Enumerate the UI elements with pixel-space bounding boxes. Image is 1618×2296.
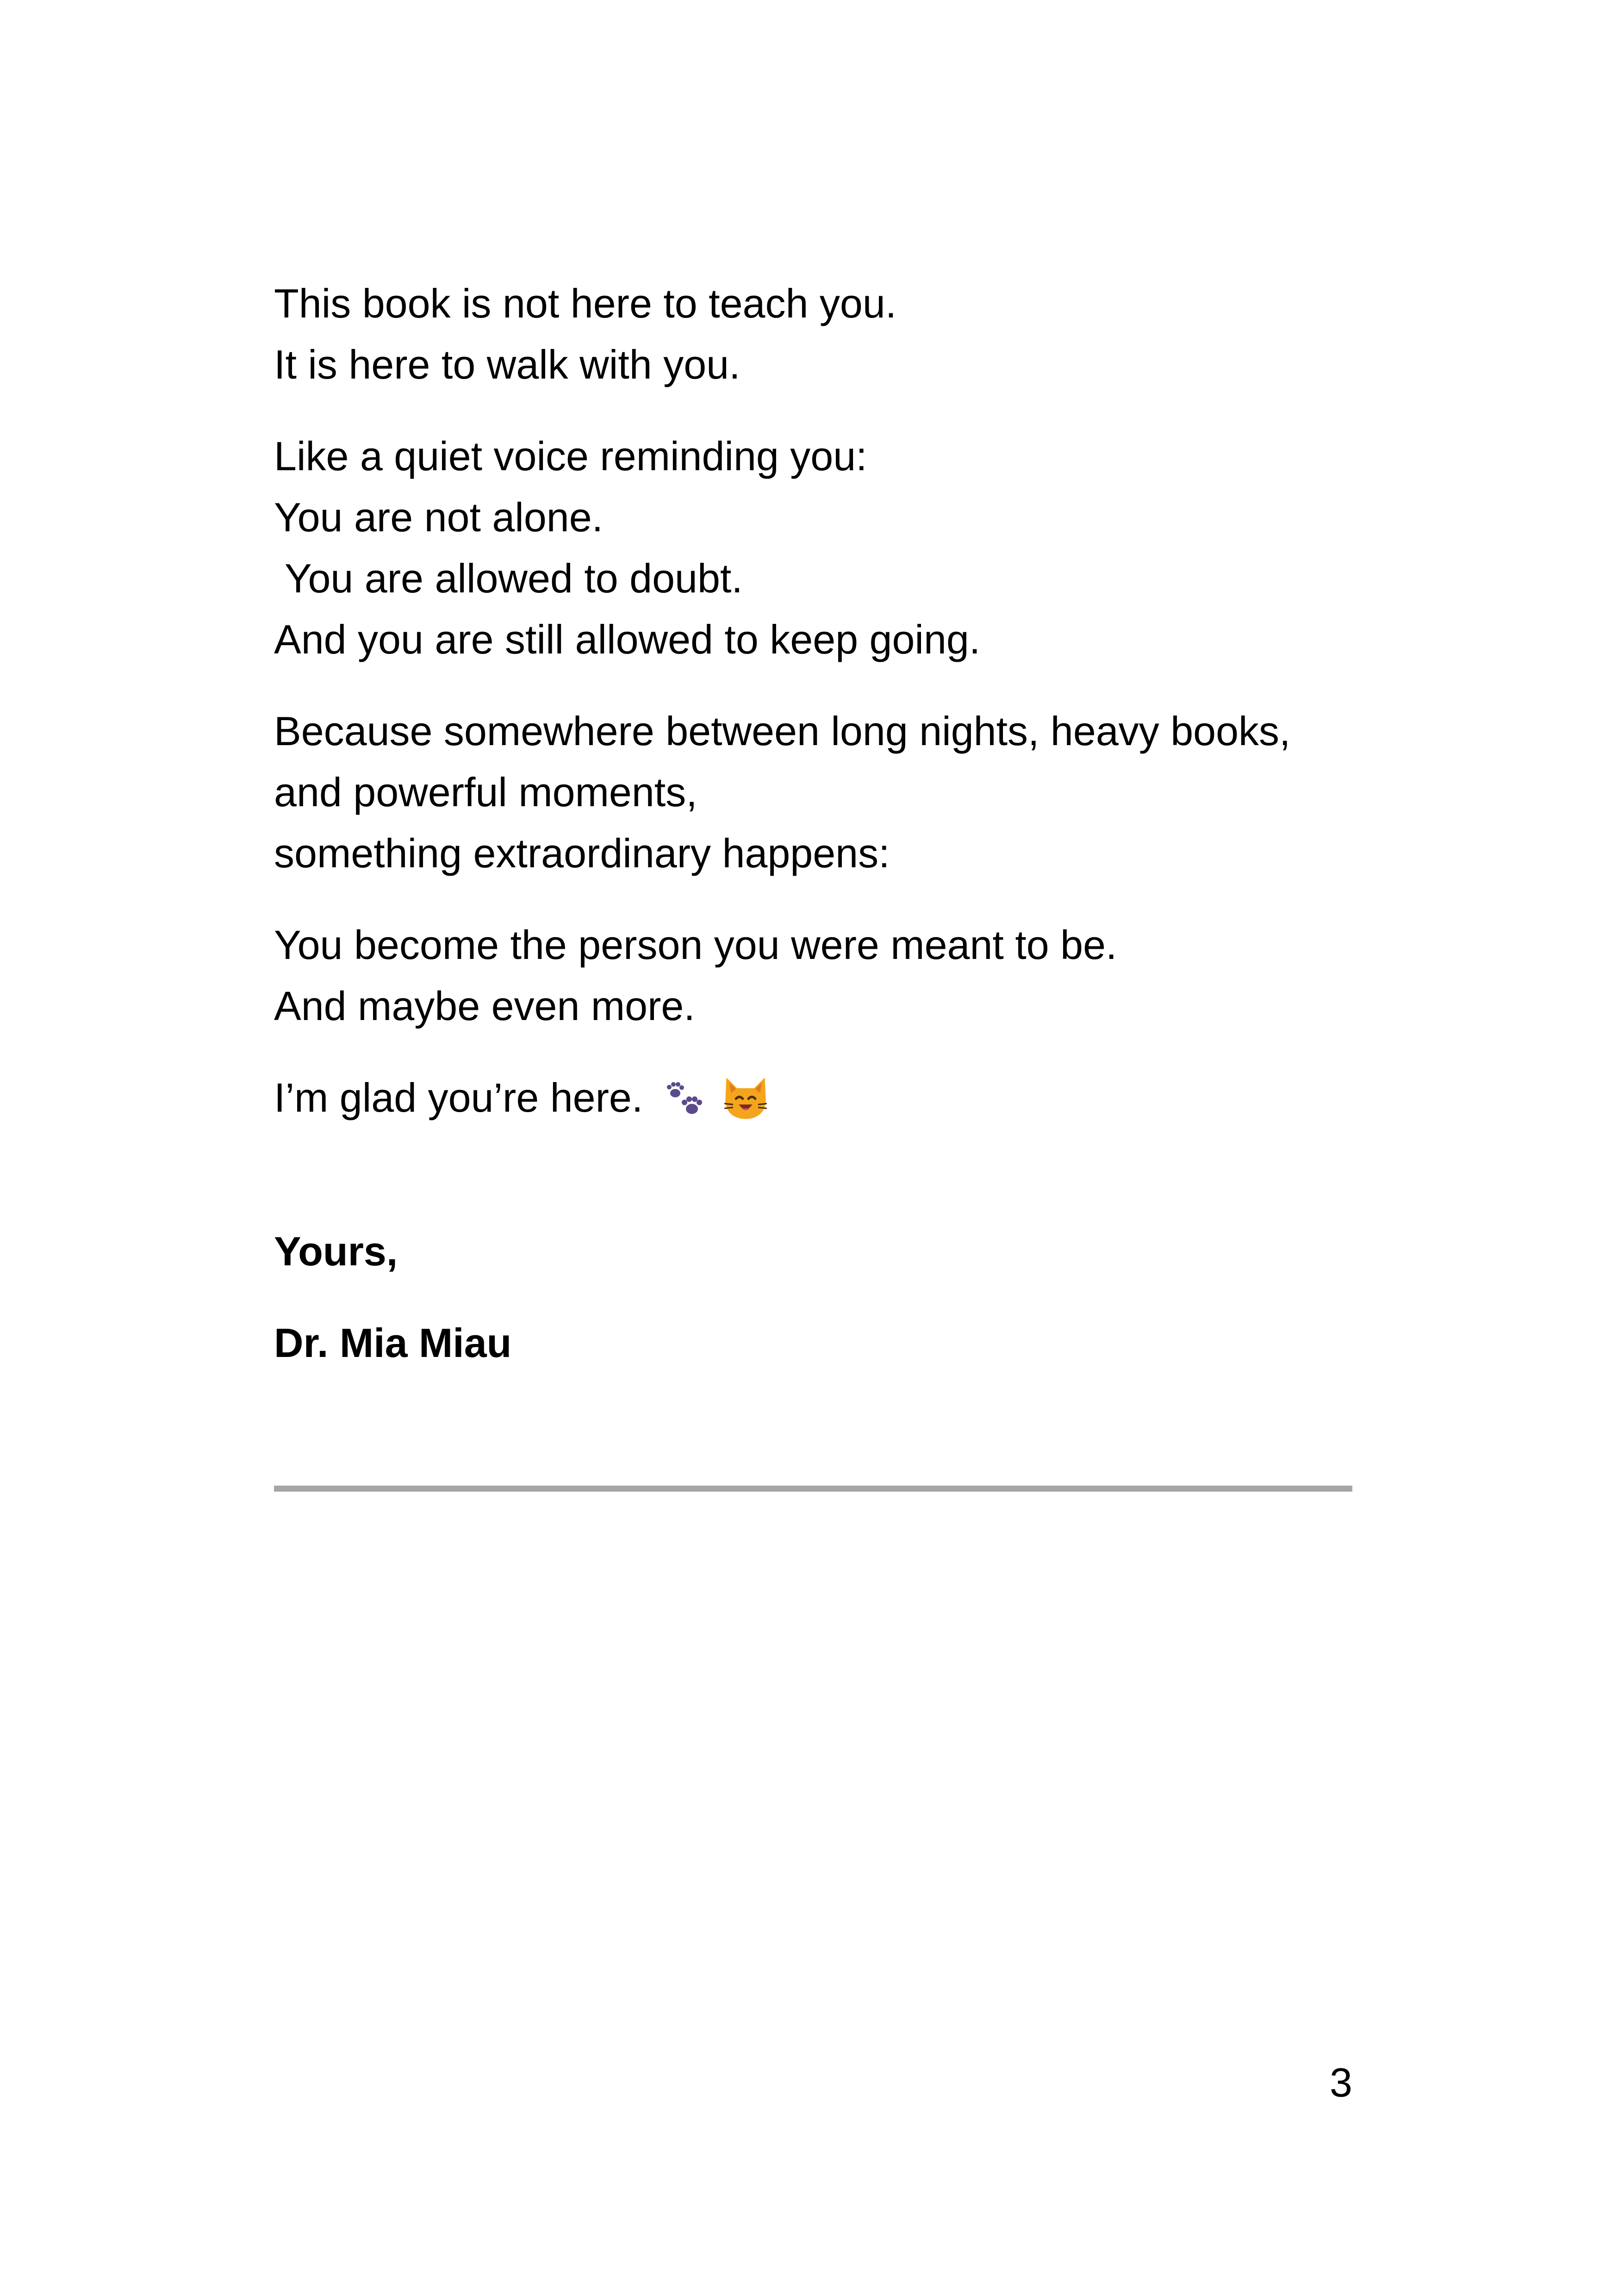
signoff: Yours, (274, 1228, 398, 1274)
text-line: You become the person you were meant to be. (274, 922, 1117, 968)
closing-line (274, 1067, 1352, 1128)
closing-icons (661, 1074, 770, 1122)
text-line: You are not alone. (274, 494, 604, 540)
author-name: Dr. Mia Miau (274, 1320, 512, 1366)
text-line: It is here to walk with you. (274, 342, 741, 387)
text-line: And you are still allowed to keep going. (274, 616, 981, 662)
text-line: And maybe even more. (274, 983, 695, 1029)
text-line: This book is not here to teach you. (274, 280, 897, 326)
page-number: 3 (1330, 2060, 1352, 2105)
paw-prints-icon (661, 1075, 708, 1121)
text-line: Like a quiet voice reminding you: (274, 433, 867, 479)
text-line: You are allowed to doubt. (274, 555, 743, 601)
horizontal-divider (274, 1486, 1352, 1492)
text-line: Because somewhere between long nights, heavy books, (274, 708, 1291, 754)
page-body (274, 273, 1352, 1374)
closing-text: I’m glad you’re here. (274, 1075, 643, 1120)
paragraph-2 (274, 426, 1352, 670)
smiling-cat-icon (722, 1074, 770, 1122)
text-line: something extraordinary happens: (274, 830, 890, 876)
text-line: and powerful moments, (274, 769, 697, 815)
paragraph-3 (274, 701, 1352, 884)
paragraph-1 (274, 273, 1352, 395)
paragraph-4 (274, 915, 1352, 1037)
